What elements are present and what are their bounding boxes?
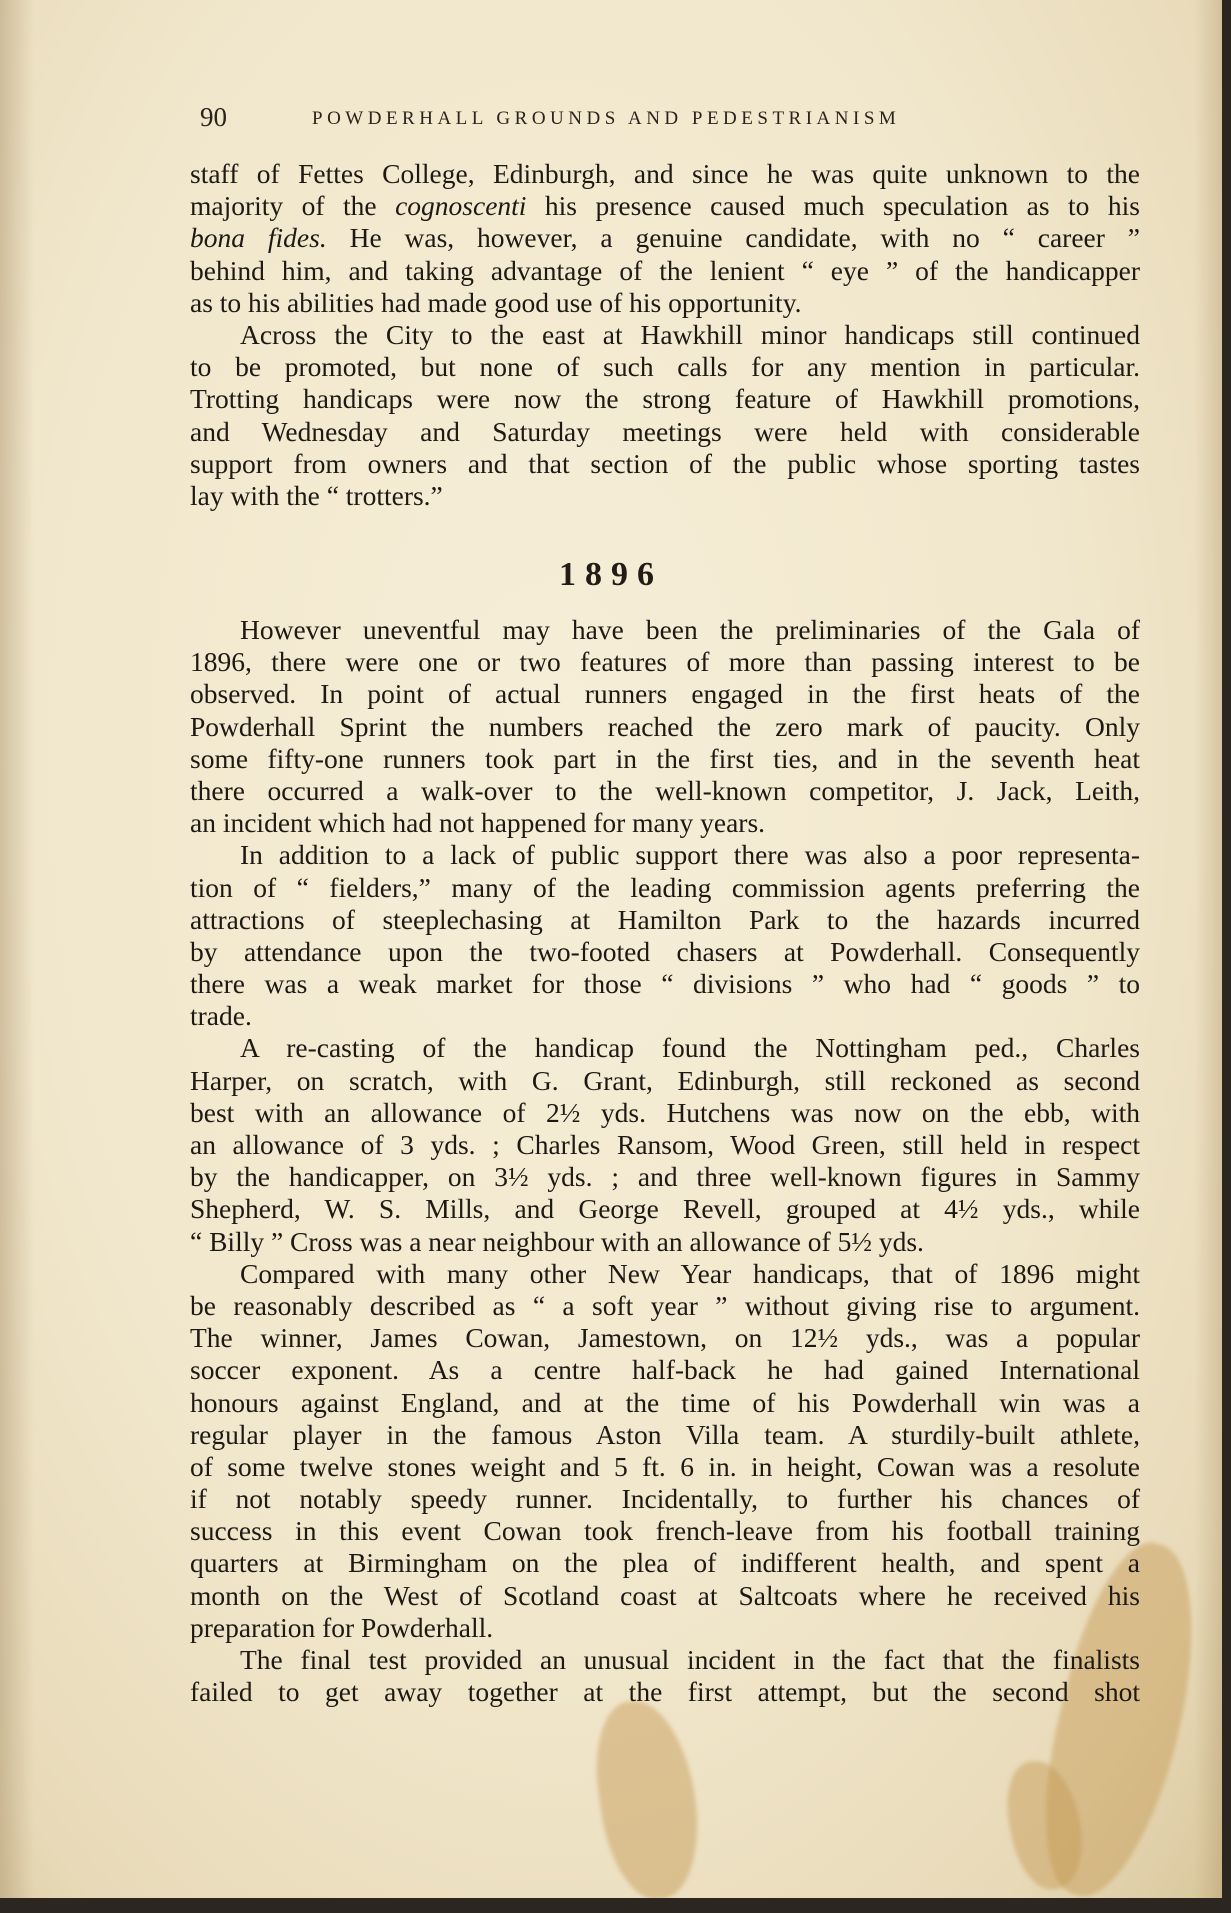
text-line: A re-casting of the handicap found the Nottingham ped., Charles [240, 1032, 1140, 1064]
text-line: success in this event Cowan took french-leave from his football training [190, 1515, 1140, 1547]
text-line: majority of the cognoscenti his presence caused much speculation as to his [190, 190, 1140, 222]
text-line: some fifty-one runners took part in the first ties, and in the seventh heat [190, 742, 1140, 774]
text-line: 1896, there were one or two features of more than passing interest to be [190, 646, 1140, 678]
text-line: support from owners and that section of the public whose sporting tastes [190, 447, 1140, 479]
text-line: failed to get away together at the first attempt, but the second shot [190, 1676, 1140, 1708]
text-line: month on the West of Scotland coast at Saltcoats where he received his [190, 1579, 1140, 1611]
text-line: Powderhall Sprint the numbers reached the zero mark of paucity. Only [190, 710, 1140, 742]
text-line: as to his abilities had made good use of his opportunity. [190, 286, 802, 318]
text-line: an allowance of 3 yds. ; Charles Ransom, Wood Green, still held in respect [190, 1129, 1140, 1160]
text-line: Trotting handicaps were now the strong feature of Hawkhill promotions, [190, 383, 1140, 415]
section-heading: 1896 [559, 556, 663, 593]
text-line: by attendance upon the two-footed chasers at Powderhall. Consequently [190, 935, 1140, 967]
text-line: preparation for Powderhall. [190, 1611, 494, 1643]
text-line: there was a weak market for those “ divisions ” who had “ goods ” to [190, 968, 1140, 1000]
text-line: staff of Fettes College, Edinburgh, and since he was quite unknown to the [190, 158, 1140, 189]
text-line: bona fides. He was, however, a genuine candidate, with no “ career ” [190, 222, 1140, 254]
text-line: Shepherd, W. S. Mills, and George Revell, grouped at 4½ yds., while [190, 1193, 1140, 1225]
text-line: However uneventful may have been the preliminaries of the Gala of [240, 614, 1140, 645]
page-edge-shadow [1194, 0, 1222, 1898]
text-line: there occurred a walk-over to the well-known competitor, J. Jack, Leith, [190, 774, 1140, 806]
text-line: attractions of steeplechasing at Hamilton Park to the hazards incurred [190, 903, 1140, 935]
page-header [200, 102, 1140, 142]
text-line: In addition to a lack of public support there was also a poor representa- [240, 839, 1140, 871]
water-stain [587, 1694, 709, 1898]
text-line: “ Billy ” Cross was a near neighbour with an allowance of 5½ yds. [190, 1225, 924, 1257]
text-line: and Wednesday and Saturday meetings were held with considerable [190, 415, 1140, 447]
running-head: POWDERHALL GROUNDS AND PEDESTRIANISM [312, 108, 901, 129]
text-line: if not notably speedy runner. Incidentally, to further his chances of [190, 1483, 1140, 1515]
text-line: The winner, James Cowan, Jamestown, on 12½ yds., was a popular [190, 1322, 1140, 1354]
text-line: an incident which had not happened for many years. [190, 807, 766, 839]
text-line: lay with the “ trotters.” [190, 479, 443, 511]
text-line: best with an allowance of 2½ yds. Hutchens was now on the ebb, with [190, 1096, 1140, 1128]
text-line: to be promoted, but none of such calls for any mention in particular. [190, 351, 1140, 383]
text-line: of some twelve stones weight and 5 ft. 6 in. in height, Cowan was a resolute [190, 1450, 1140, 1482]
text-line: behind him, and taking advantage of the lenient “ eye ” of the handicapper [190, 254, 1140, 286]
page-gutter-shadow [0, 0, 34, 1898]
text-line: The final test provided an unusual incident in the fact that the finalists [240, 1644, 1140, 1675]
text-line: Across the City to the east at Hawkhill minor handicaps still continued [240, 318, 1140, 350]
text-line: observed. In point of actual runners engaged in the first heats of the [190, 678, 1140, 710]
paragraphs-after-heading [190, 614, 1140, 1708]
text-line: honours against England, and at the time of his Powderhall win was a [190, 1386, 1140, 1418]
text-line: trade. [190, 1000, 252, 1032]
text-line: regular player in the famous Aston Villa team. A sturdily-built athlete, [190, 1418, 1140, 1450]
text-line: tion of “ fielders,” many of the leading commission agents preferring the [190, 871, 1140, 903]
text-line: soccer exponent. As a centre half-back he had gained International [190, 1354, 1140, 1386]
paragraphs-before-heading [190, 158, 1140, 512]
text-line: Compared with many other New Year handicaps, that of 1896 might [240, 1257, 1140, 1289]
text-line: by the handicapper, on 3½ yds. ; and three well-known figures in Sammy [190, 1161, 1140, 1193]
text-line: quarters at Birmingham on the plea of indifferent health, and spent a [190, 1547, 1140, 1579]
text-line: be reasonably described as “ a soft year ” without giving rise to argument. [190, 1289, 1140, 1321]
text-line: Harper, on scratch, with G. Grant, Edinburgh, still reckoned as second [190, 1064, 1140, 1096]
page-number: 90 [200, 102, 227, 132]
